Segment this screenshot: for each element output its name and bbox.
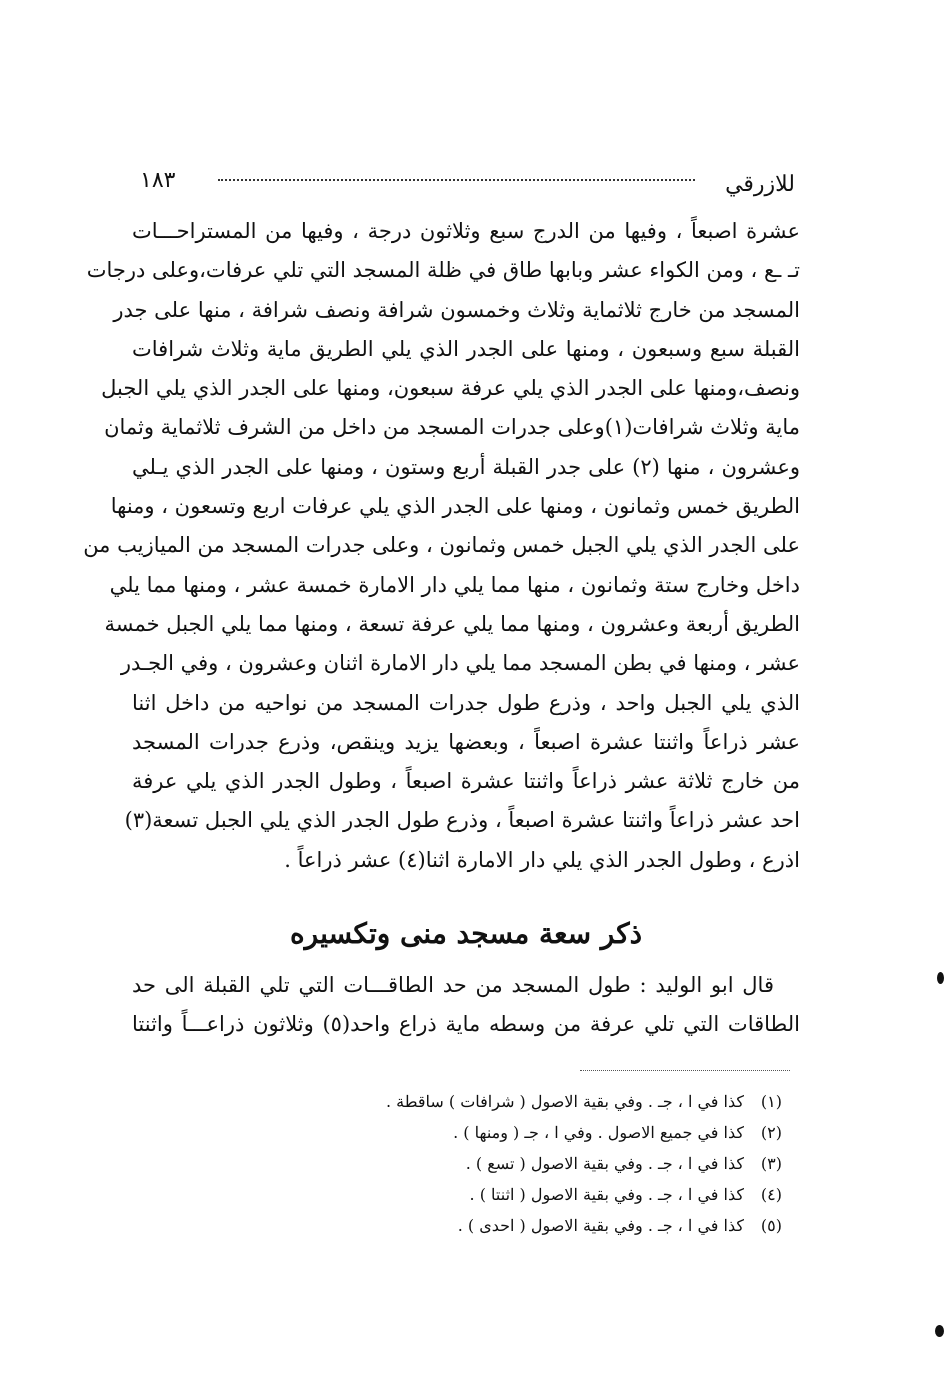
footnote-text: كذا في جميع الاصول . وفي ا ، جـ ( ومنها ) . — [453, 1123, 744, 1142]
footnote — [300, 1210, 782, 1241]
text-line: المسجد من خارج ثلاثماية وثلاث وخمسون شرافة ونصف شرافة ، منها على جدر — [113, 297, 800, 322]
footnote — [300, 1179, 782, 1210]
footnote — [300, 1086, 782, 1117]
text-line: وعشرون ، منها (٢) على جدر القبلة أربع وستون ، ومنها على الجدر الذي يـلي — [132, 454, 800, 479]
margin-ink-mark — [937, 972, 944, 984]
footnote-marker: (٥) — [760, 1216, 782, 1235]
text-line: عشرة اصبعاً ، وفيها من الدرج سبع وثلاثون درجة ، وفيها من المستراحـــات — [132, 219, 800, 243]
footnote-text: كذا في ا ، جـ . وفي بقية الاصول ( شرافات ) ساقطة . — [385, 1092, 744, 1111]
footnote-marker: (٤) — [760, 1185, 782, 1204]
footnote-marker: (٢) — [760, 1123, 782, 1142]
main-text — [83, 212, 800, 880]
text-line: القبلة سبع وسبعون ، ومنها على الجدر الذي يلي الطريق ماية وثلاث شرافات — [132, 336, 800, 361]
footnote — [300, 1117, 782, 1148]
footnotes — [300, 1086, 782, 1241]
page-header — [140, 168, 795, 198]
text-line: من خارج ثلاثة عشر ذراعاً واثنتا عشرة اصبعاً ، وطول الجدر الذي يلي عرفة — [132, 769, 800, 794]
page-number: ١٨٣ — [140, 168, 176, 193]
margin-ink-mark — [935, 1325, 944, 1337]
text-line: الطاقات التي تلي عرفة من وسطه ماية ذراع واحد(٥) وثلاثون ذراعـــاً واثنتا — [132, 1012, 800, 1037]
footnote-text: كذا في ا ، جـ . وفي بقية الاصول ( احدى ) . — [457, 1216, 744, 1235]
text-line: عشر ، ومنها في بطن المسجد مما يلي دار الامارة اثنان وعشرون ، وفي الجـدر — [120, 651, 800, 676]
text-line: الذي يلي الجبل واحد ، وذرع طول جدرات المسجد من نواحيه من داخل اثنا — [132, 690, 800, 715]
text-line: ماية وثلاث شرافات(١)وعلى جدرات المسجد من داخل من الشرف ثلاثماية وثمان — [104, 415, 800, 440]
footnote-marker: (٣) — [760, 1154, 782, 1173]
footnote-text: كذا في ا ، جـ . وفي بقية الاصول ( تسع ) . — [465, 1154, 744, 1173]
section-heading: ذكر سعة مسجد منى وتكسيره — [289, 917, 643, 950]
text-line: تـ ـع ، ومن الكواء عشر وبابها طاق في ظلة المسجد التي تلي عرفات،وعلى درجات — [86, 258, 800, 283]
footnote — [300, 1148, 782, 1179]
text-line: على الجدر الذي يلي الجبل خمس وثمانون ، وعلى جدرات المسجد من الميازيب من — [83, 533, 800, 558]
section-text — [132, 966, 800, 1045]
text-line: ونصف،ومنها على الجدر الذي يلي عرفة سبعون، ومنها على الجدر الذي يلي الجبل — [101, 376, 800, 401]
running-title: للازرقي — [725, 172, 795, 197]
text-line: عشر ذراعاً واثنتا عشرة اصبعاً ، وبعضها يزيد وينقص، وذرع جدرات المسجد — [132, 729, 800, 754]
text-line: داخل وخارج ستة وثمانون ، منها مما يلي دار الامارة خمسة عشر ، ومنها مما يلي — [109, 572, 800, 597]
text-line: الطريق أربعة وعشرون ، ومنها مما يلي عرفة تسعة ، ومنها مما يلي الجبل خمسة — [104, 611, 800, 636]
text-line: الطريق خمس وثمانون ، ومنها على الجدر الذي يلي عرفات اربع وتسعون ، ومنها — [110, 494, 800, 519]
footnote-separator — [580, 1070, 790, 1071]
footnote-text: كذا في ا ، جـ . وفي بقية الاصول ( اثنتا ) . — [469, 1185, 744, 1204]
text-line: قال ابو الوليد : طول المسجد من حد الطاقـــات التي تلي القبلة الى حد — [132, 973, 774, 997]
header-dotted-leader — [218, 179, 695, 181]
text-line: احد عشر ذراعاً واثنتا عشرة اصبعاً ، وذرع طول الجدر الذي يلي الجبل تسعة(٣) — [124, 808, 800, 833]
footnote-marker: (١) — [760, 1092, 782, 1111]
text-line: اذرع ، وطول الجدر الذي يلي دار الامارة اثنا(٤) عشر ذراعاً . — [284, 847, 800, 872]
